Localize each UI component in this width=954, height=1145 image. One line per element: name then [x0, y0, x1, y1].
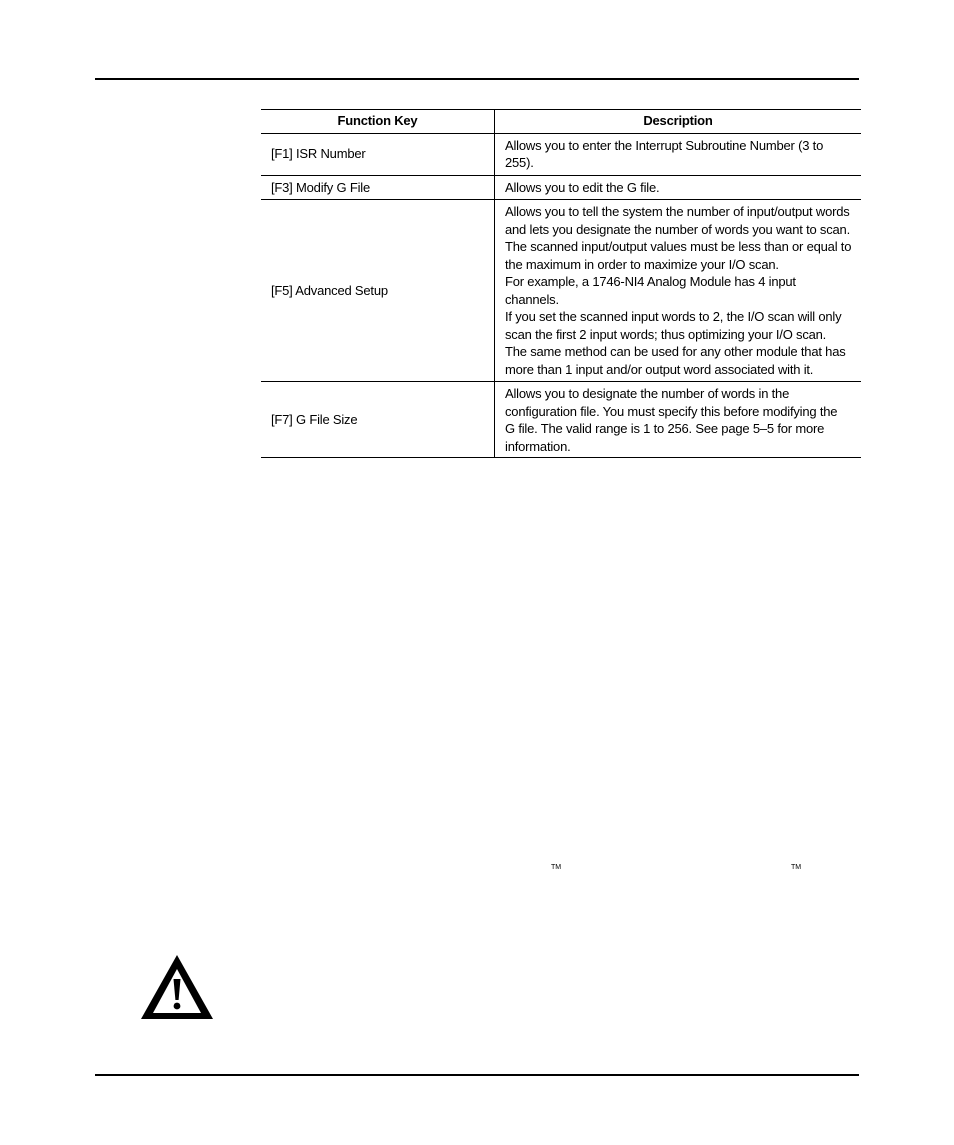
description-line: G file. The valid range is 1 to 256. See page 5–5 for more	[505, 421, 825, 436]
function-key-cell: [F3] Modify G File	[261, 175, 495, 200]
header-rule	[95, 78, 859, 80]
table-row	[261, 133, 861, 175]
description-line: Allows you to edit the G file.	[505, 179, 660, 195]
table-row	[261, 382, 861, 458]
description-line: Allows you to designate the number of words in the	[505, 386, 790, 401]
description-line: The same method can be used for any other module that has	[505, 344, 846, 359]
description-cell	[495, 382, 862, 458]
description-line: more than 1 input and/or output word associated with it.	[505, 361, 814, 377]
description-line: the maximum in order to maximize your I/O scan.	[505, 256, 779, 272]
description-cell	[495, 175, 862, 200]
description-line: For example, a 1746-NI4 Analog Module has 4 input channels.	[505, 274, 796, 307]
function-key-table	[261, 109, 861, 458]
description-line: The scanned input/output values must be less than or equal to	[505, 239, 852, 254]
table-row	[261, 175, 861, 200]
trademark-mark: TM	[551, 864, 562, 871]
description-line: and lets you designate the number of words you want to scan.	[505, 221, 850, 237]
function-key-cell: [F7] G File Size	[261, 382, 495, 458]
function-key-cell: [F1] ISR Number	[261, 133, 495, 175]
footer-rule	[95, 1074, 859, 1076]
description-line: information.	[505, 438, 571, 454]
description-cell	[495, 133, 862, 175]
function-key-header: Function Key	[261, 110, 495, 134]
description-cell	[495, 200, 862, 382]
description-line: configuration file. You must specify this before modifying the	[505, 403, 838, 419]
trademark-mark: TM	[791, 864, 802, 871]
warning-triangle-icon	[138, 952, 216, 1022]
description-line: If you set the scanned input words to 2, the I/O scan will only	[505, 309, 842, 324]
function-key-cell: [F5] Advanced Setup	[261, 200, 495, 382]
description-line: scan the first 2 input words; thus optimizing your I/O scan.	[505, 326, 827, 342]
description-line: 255).	[505, 155, 534, 170]
table-row	[261, 200, 861, 382]
description-line: Allows you to enter the Interrupt Subroutine Number (3 to	[505, 137, 824, 153]
description-line: Allows you to tell the system the number of input/output words	[505, 204, 850, 219]
table-header-row	[261, 110, 861, 134]
description-header: Description	[495, 110, 862, 134]
